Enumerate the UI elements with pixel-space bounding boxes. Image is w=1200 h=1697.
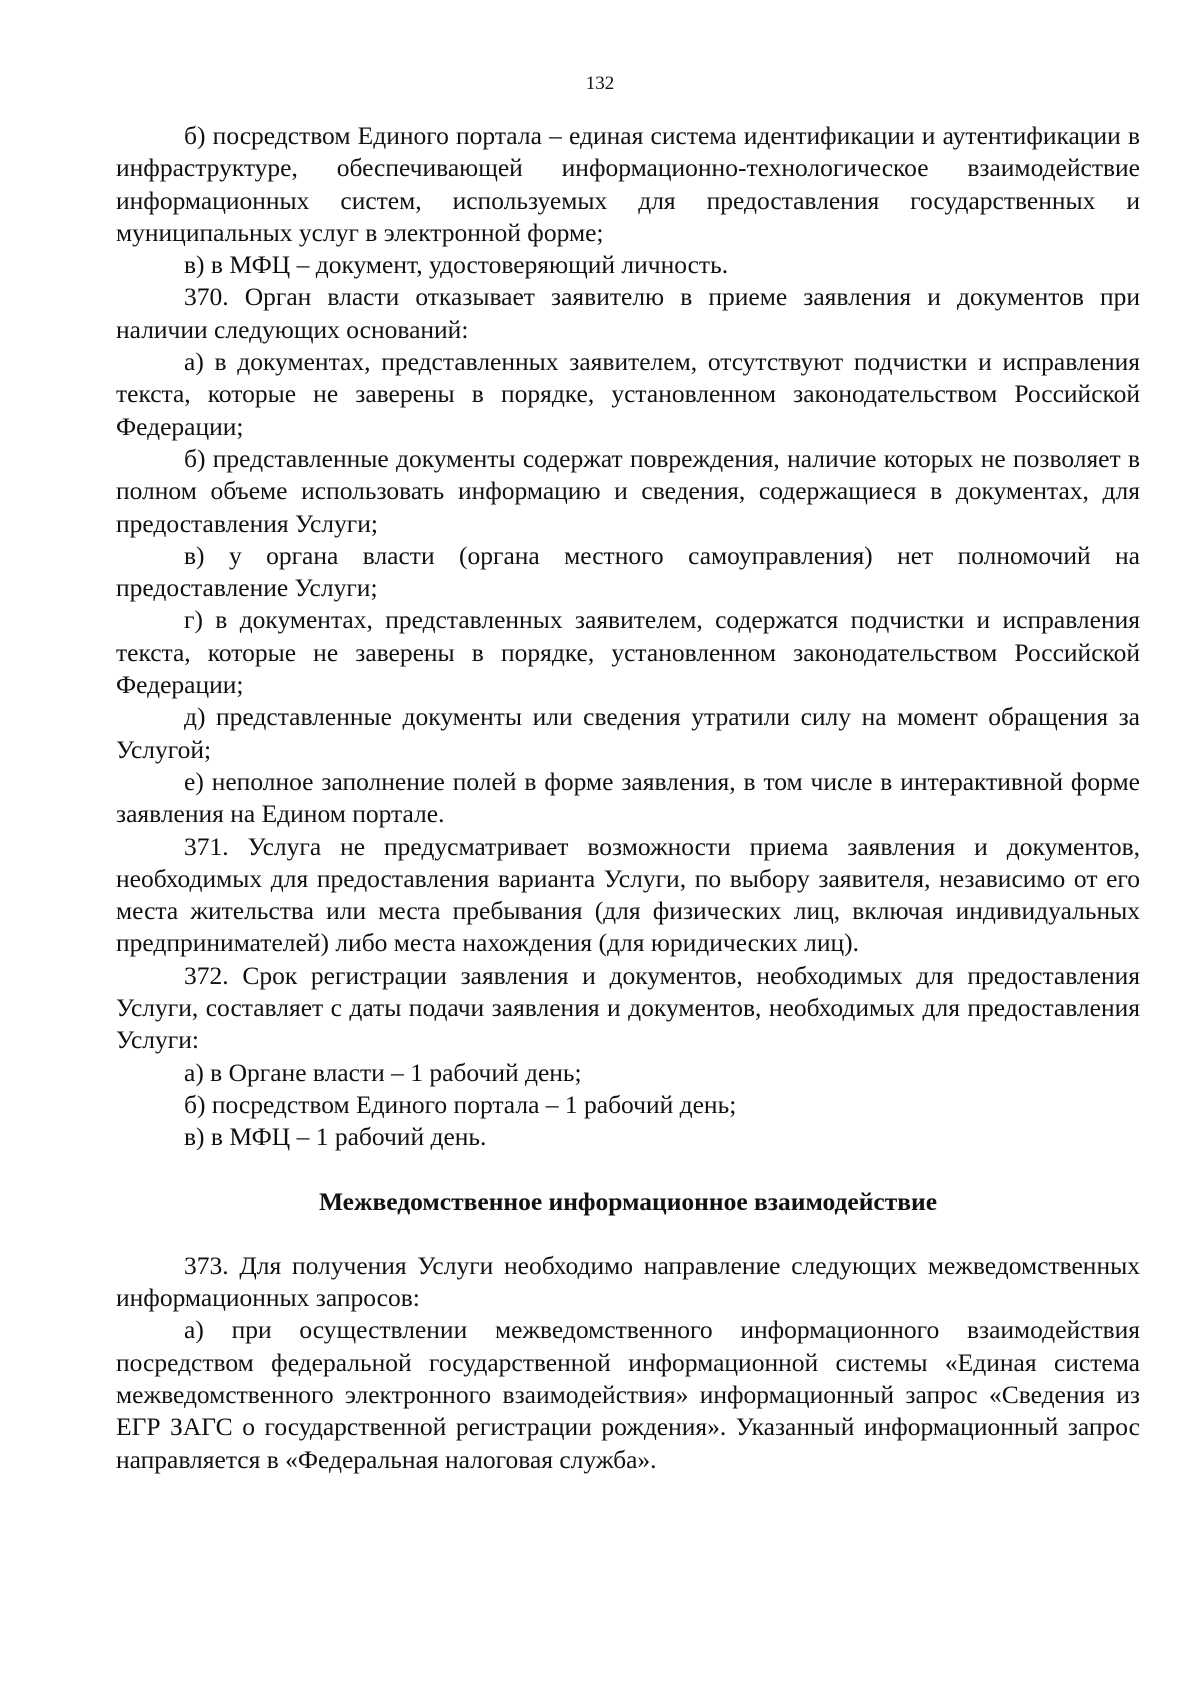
paragraph-370-e: е) неполное заполнение полей в форме заявления, в том числе в интерактивной форме заявления на Едином портале. bbox=[116, 766, 1140, 829]
paragraph-373: 373. Для получения Услуги необходимо направление следующих межведомственных информационных запросов: bbox=[116, 1250, 1140, 1313]
paragraph-370-b: б) представленные документы содержат повреждения, наличие которых не позволяет в полном объеме использовать информацию и сведения, содержащиеся в документах, для предоставления Услуги; bbox=[116, 443, 1140, 538]
paragraph-372-b: б) посредством Единого портала – 1 рабочий день; bbox=[184, 1089, 737, 1119]
section-heading: Межведомственное информационное взаимодействие bbox=[318, 1186, 938, 1216]
document-body bbox=[116, 120, 1140, 1476]
paragraph-372: 372. Срок регистрации заявления и документов, необходимых для предоставления Услуги, составляет с даты подачи заявления и документов, необходимых для предоставления Услуги: bbox=[116, 960, 1140, 1055]
page-number: 132 bbox=[585, 73, 615, 94]
paragraph-372-a: а) в Органе власти – 1 рабочий день; bbox=[184, 1057, 582, 1087]
paragraph-b-portal: б) посредством Единого портала – единая система идентификации и аутентификации в инфраструктуре, обеспечивающей информационно-технологическое взаимодействие информационных систем, используемых для предоставления государственных и муниципальных услуг в электронной форме; bbox=[116, 121, 1140, 247]
paragraph-372-v: в) в МФЦ – 1 рабочий день. bbox=[184, 1122, 487, 1152]
paragraph-371: 371. Услуга не предусматривает возможности приема заявления и документов, необходимых для предоставления варианта Услуги, по выбору заявителя, независимо от его места жительства или места пребывания (для физических лиц, включая индивидуальных предпринимателей) либо места нахождения (для юридических лиц). bbox=[116, 831, 1140, 958]
paragraph-373-a: а) при осуществлении межведомственного информационного взаимодействия посредством федеральной государственной информационной системы «Единая система межведомственного электронного взаимодействия» информационный запрос «Сведения из ЕГР ЗАГС о государственной регистрации рождения». Указанный информационный запрос направляется в «Федеральная налоговая служба». bbox=[116, 1315, 1140, 1474]
paragraph-370-g: г) в документах, представленных заявителем, содержатся подчистки и исправления текста, которые не заверены в порядке, установленном законодательством Российской Федерации; bbox=[116, 605, 1140, 700]
paragraph-370-v: в) у органа власти (органа местного самоуправления) нет полномочий на предоставление Услуги; bbox=[116, 540, 1140, 603]
paragraph-370-d: д) представленные документы или сведения утратили силу на момент обращения за Услугой; bbox=[116, 702, 1140, 764]
paragraph-370: 370. Орган власти отказывает заявителю в приеме заявления и документов при наличии следующих оснований: bbox=[116, 282, 1140, 344]
paragraph-v-mfc: в) в МФЦ – документ, удостоверяющий личность. bbox=[184, 250, 729, 280]
paragraph-370-a: а) в документах, представленных заявителем, отсутствуют подчистки и исправления текста, которые не заверены в порядке, установленном законодательством Российской Федерации; bbox=[116, 347, 1140, 441]
